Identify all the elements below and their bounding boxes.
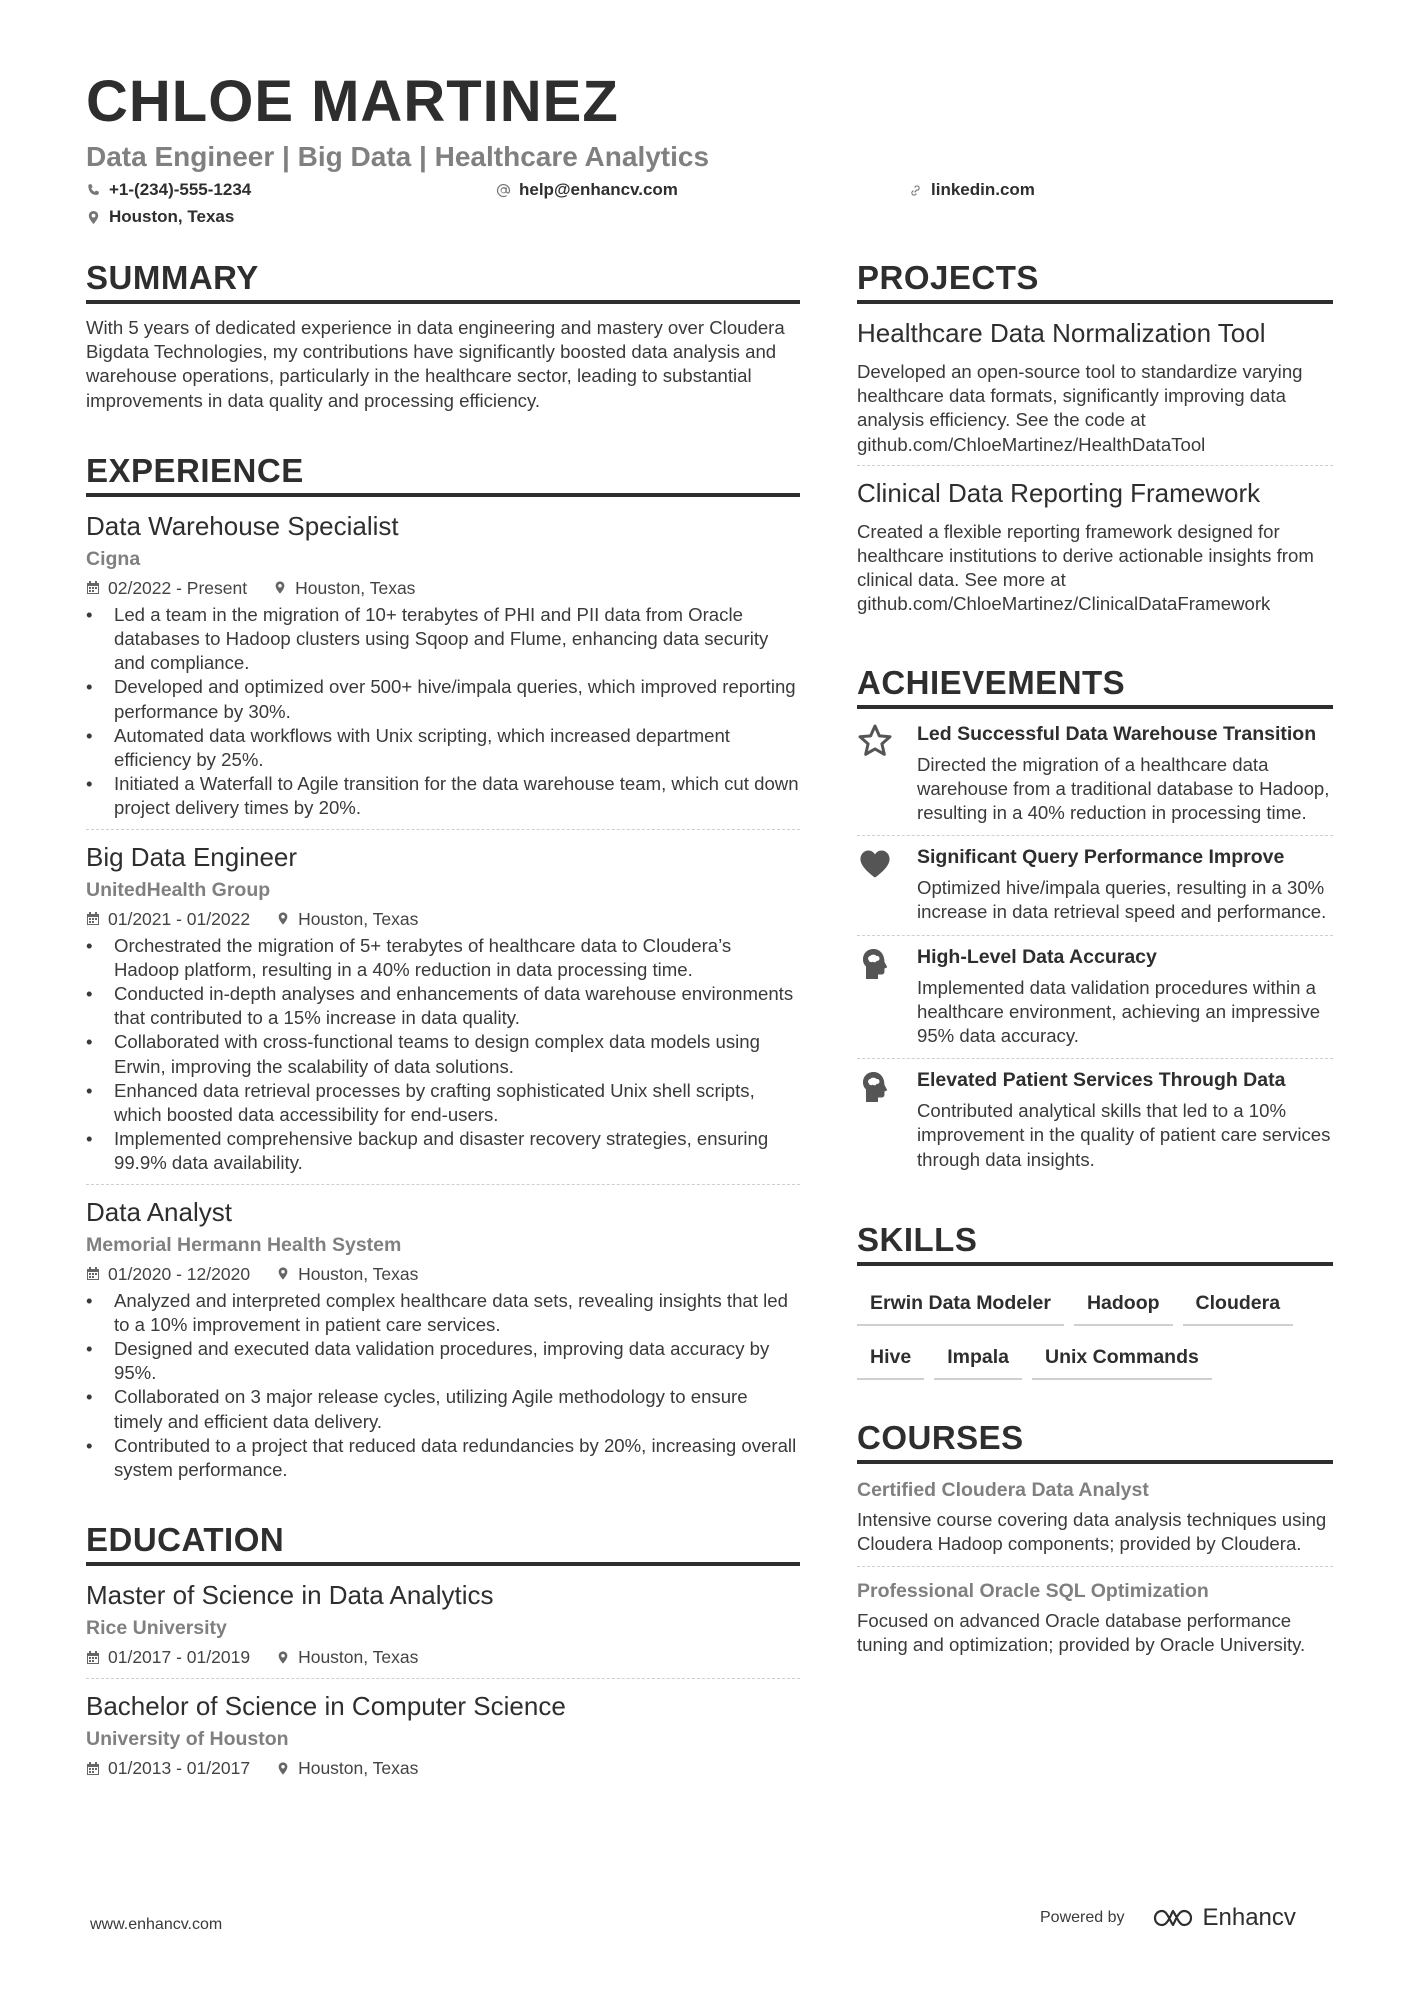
- degree-title: Master of Science in Data Analytics: [86, 1580, 494, 1611]
- location-pin-icon: [276, 1650, 290, 1665]
- course-description: Intensive course covering data analysis techniques using Cloudera Hadoop components; provided by Cloudera.: [857, 1508, 1327, 1555]
- education-dates: 01/2013 - 01/2017: [108, 1758, 251, 1779]
- brain-head-icon: [857, 1069, 893, 1105]
- job-meta: [86, 575, 800, 601]
- achievement-description: Contributed analytical skills that led to a 10% improvement in the quality of patient care services through data insights.: [917, 1100, 1331, 1170]
- summary-heading: SUMMARY: [86, 258, 800, 304]
- courses-section: [857, 1418, 1333, 1668]
- experience-entry: [86, 1195, 800, 1491]
- degree-title: Bachelor of Science in Computer Science: [86, 1691, 566, 1722]
- skill-tag: Hive: [857, 1338, 924, 1380]
- job-bullet: • Designed and executed data validation procedures, improving data accuracy by 95%.: [86, 1337, 800, 1385]
- phone-text: +1-(234)-555-1234: [109, 180, 252, 199]
- location-pin-icon: [276, 1761, 290, 1776]
- skills-heading: SKILLS: [857, 1220, 1333, 1266]
- projects-heading: PROJECTS: [857, 258, 1333, 304]
- location-pin-icon: [273, 580, 287, 595]
- job-bullet: • Implemented comprehensive backup and disaster recovery strategies, ensuring 99.9% data availability.: [86, 1127, 800, 1175]
- job-bullet: • Automated data workflows with Unix scripting, which increased department efficiency by 25%.: [86, 724, 800, 772]
- job-title: Data Warehouse Specialist: [86, 510, 399, 541]
- job-location: Houston, Texas: [298, 908, 419, 929]
- summary-section: [86, 258, 800, 413]
- heart-icon: [857, 846, 893, 882]
- resume-header: [86, 70, 1336, 236]
- job-meta: [86, 906, 800, 932]
- location-pin-icon: [276, 1266, 290, 1281]
- course-entry: [857, 1577, 1333, 1667]
- achievement-title: Elevated Patient Services Through Data: [917, 1069, 1286, 1092]
- footer-branding: [1040, 1904, 1296, 1932]
- project-entry: [857, 476, 1333, 625]
- achievement-title: Led Successful Data Warehouse Transition: [917, 722, 1317, 745]
- education-entry: [86, 1578, 800, 1679]
- location-pin-icon: [276, 911, 290, 926]
- summary-text: With 5 years of dedicated experience in data engineering and mastery over Cloudera Bigdata Technologies, my contributions have significantly boosted data analysis and warehouse operations, particularly in the healthcare sector, leading to substantial improvements in data quality and processing efficiency.: [86, 317, 785, 411]
- job-dates: 02/2022 - Present: [108, 577, 248, 598]
- job-dates: 01/2021 - 01/2022: [108, 908, 251, 929]
- job-bullet: • Contributed to a project that reduced data redundancies by 20%, increasing overall system performance.: [86, 1434, 800, 1482]
- company-name: UnitedHealth Group: [86, 878, 271, 901]
- course-title: Professional Oracle SQL Optimization: [857, 1580, 1209, 1603]
- brand-name: Enhancv: [1202, 1904, 1296, 1931]
- contact-linkedin[interactable]: [908, 178, 1035, 202]
- job-bullet: • Enhanced data retrieval processes by crafting sophisticated Unix shell scripts, which boosted data accessibility for end-users.: [86, 1079, 800, 1127]
- achievement-entry: [857, 936, 1333, 1060]
- job-dates: 01/2020 - 12/2020: [108, 1263, 251, 1284]
- job-location: Houston, Texas: [295, 577, 416, 598]
- brain-head-icon: [857, 946, 893, 982]
- job-bullets: [86, 603, 800, 821]
- company-name: Memorial Hermann Health System: [86, 1233, 402, 1256]
- calendar-icon: [86, 1761, 100, 1776]
- project-description: Created a flexible reporting framework designed for healthcare institutions to derive actionable insights from clinical data. See more at github.com/ChloeMartinez/ClinicalDataFramework: [857, 520, 1314, 615]
- project-entry: [857, 316, 1333, 466]
- email-text: help@enhancv.com: [519, 180, 678, 199]
- skill-tag: Cloudera: [1183, 1284, 1294, 1326]
- powered-by-label: Powered by: [1040, 1909, 1125, 1926]
- school-name: Rice University: [86, 1617, 227, 1640]
- job-bullet: • Developed and optimized over 500+ hive/impala queries, which improved reporting performance by 30%.: [86, 675, 800, 723]
- job-location: Houston, Texas: [298, 1263, 419, 1284]
- contact-phone[interactable]: [86, 178, 251, 202]
- job-bullet: • Collaborated on 3 major release cycles, utilizing Agile methodology to ensure timely and efficient data delivery.: [86, 1385, 800, 1433]
- course-entry: [857, 1476, 1333, 1567]
- education-location: Houston, Texas: [298, 1647, 419, 1668]
- experience-heading: EXPERIENCE: [86, 451, 800, 497]
- education-entry: [86, 1689, 800, 1789]
- education-meta: [86, 1755, 800, 1781]
- achievement-description: Optimized hive/impala queries, resulting in a 30% increase in data retrieval speed and performance.: [917, 877, 1327, 923]
- experience-entry: [86, 840, 800, 1185]
- skills-section: [857, 1220, 1333, 1380]
- calendar-icon: [86, 911, 100, 926]
- education-heading: EDUCATION: [86, 1520, 800, 1566]
- skill-tag: Impala: [934, 1338, 1022, 1380]
- job-title: Data Analyst: [86, 1196, 232, 1227]
- location-text: Houston, Texas: [109, 207, 235, 226]
- achievements-heading: ACHIEVEMENTS: [857, 663, 1333, 709]
- enhancv-logo[interactable]: [1151, 1904, 1296, 1932]
- left-column: [86, 258, 800, 1827]
- education-meta: [86, 1644, 800, 1670]
- location-pin-icon: [86, 210, 101, 225]
- courses-heading: COURSES: [857, 1418, 1333, 1464]
- job-bullet: • Led a team in the migration of 10+ terabytes of PHI and PII data from Oracle databases to Hadoop clusters using Sqoop and Flume, enhancing data security and compliance.: [86, 603, 800, 676]
- achievement-title: Significant Query Performance Improve: [917, 846, 1285, 869]
- course-title: Certified Cloudera Data Analyst: [857, 1478, 1149, 1501]
- achievement-description: Implemented data validation procedures within a healthcare environment, achieving an impressive 95% data accuracy.: [917, 976, 1321, 1047]
- skills-list: [857, 1278, 1333, 1380]
- skill-tag: Erwin Data Modeler: [857, 1284, 1064, 1326]
- at-sign-icon: [496, 183, 511, 198]
- job-bullets: [86, 934, 800, 1176]
- job-bullet: • Analyzed and interpreted complex healthcare data sets, revealing insights that led to a 10% improvement in patient care services.: [86, 1289, 800, 1337]
- achievements-section: [857, 663, 1333, 1182]
- projects-section: [857, 258, 1333, 625]
- job-bullet: • Conducted in-depth analyses and enhancements of data warehouse environments that contributed to a 15% increase in data quality.: [86, 982, 800, 1030]
- calendar-icon: [86, 580, 100, 595]
- experience-section: [86, 451, 800, 1490]
- experience-entry: [86, 509, 800, 830]
- contact-location: [86, 205, 234, 229]
- candidate-tagline: Data Engineer | Big Data | Healthcare Analytics: [86, 141, 710, 172]
- job-bullet: • Orchestrated the migration of 5+ terabytes of healthcare data to Cloudera’s Hadoop platform, resulting in a 40% reduction in data processing time.: [86, 934, 800, 982]
- project-title: Clinical Data Reporting Framework: [857, 477, 1261, 508]
- job-title: Big Data Engineer: [86, 841, 298, 872]
- contact-email[interactable]: [496, 178, 678, 202]
- skill-tag: Hadoop: [1074, 1284, 1173, 1326]
- right-column: [857, 258, 1333, 1706]
- achievement-title: High-Level Data Accuracy: [917, 945, 1157, 968]
- school-name: University of Houston: [86, 1728, 289, 1751]
- achievement-entry: [857, 713, 1333, 837]
- contact-info: [86, 178, 1336, 236]
- star-icon: [857, 723, 893, 759]
- phone-icon: [86, 183, 101, 198]
- education-dates: 01/2017 - 01/2019: [108, 1647, 251, 1668]
- calendar-icon: [86, 1266, 100, 1281]
- achievement-description: Directed the migration of a healthcare data warehouse from a traditional database to Hadoop, resulting in a 40% reduction in processing time.: [917, 753, 1330, 824]
- job-bullet: • Initiated a Waterfall to Agile transition for the data warehouse team, which cut down project delivery times by 20%.: [86, 772, 800, 820]
- job-bullet: • Collaborated with cross-functional teams to design complex data models using Erwin, improving the scalability of data solutions.: [86, 1030, 800, 1078]
- calendar-icon: [86, 1650, 100, 1665]
- link-icon: [908, 183, 923, 198]
- footer-website[interactable]: www.enhancv.com: [90, 1916, 223, 1933]
- achievement-entry: [857, 1059, 1333, 1182]
- job-meta: [86, 1261, 800, 1287]
- skill-tag: Unix Commands: [1032, 1338, 1212, 1380]
- company-name: Cigna: [86, 547, 141, 570]
- project-description: Developed an open-source tool to standardize varying healthcare data formats, significantly improving data analysis efficiency. See the code at github.com/ChloeMartinez/HealthDataTool: [857, 361, 1303, 455]
- achievement-entry: [857, 836, 1333, 935]
- education-section: [86, 1520, 800, 1789]
- linkedin-text: linkedin.com: [931, 180, 1035, 199]
- education-location: Houston, Texas: [298, 1758, 419, 1779]
- course-description: Focused on advanced Oracle database performance tuning and optimization; provided by Oracle University.: [857, 1610, 1306, 1656]
- project-title: Healthcare Data Normalization Tool: [857, 318, 1266, 348]
- job-bullets: [86, 1289, 800, 1483]
- candidate-name: CHLOE MARTINEZ: [86, 69, 619, 134]
- enhancv-logo-icon: [1151, 1906, 1195, 1930]
